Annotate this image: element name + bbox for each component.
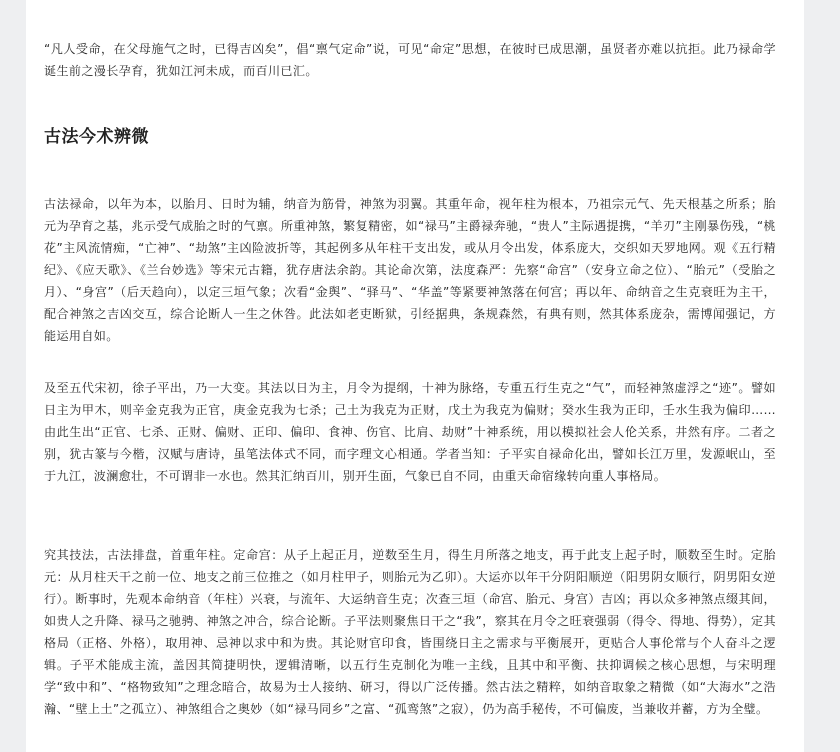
intro-paragraph: “凡人受命，在父母施气之时，已得吉凶矣”，倡“禀气定命”说，可见“命定”思想，在彼时已成思潮，虽贤者亦难以抗拒。此乃禄命学诞生前之漫长孕育，犹如江河未成，而百川已汇。 [44, 42, 776, 78]
body-paragraph-2: 及至五代宋初，徐子平出，乃一大变。其法以日为主，月令为提纲，十神为脉络，专重五行生克之“气”，而轻神煞虚浮之“迹”。譬如日主为甲木，则辛金克我为正官，庚金克我为七杀；己土为我克为正财，戊土为我克为偏财；癸水生我为正印，壬水生我为偏印……由此生出“正官、七杀、正财、偏财、正印、偏印、食神、伤官、比肩、劫财”十神系统，用以模拟社会人伦关系，井然有序。二者之别，犹古篆与今楷，汉赋与唐诗，虽笔法体式不同，而字理文心相通。学者当知：子平实自禄命化出，譬如长江万里，发源岷山，至于九江，波澜愈壮，不可谓非一水也。然其汇纳百川，别开生面，气象已自不同，由重天命宿缘转向重人事格局。 [44, 381, 776, 483]
body-paragraph-3: 究其技法，古法排盘，首重年柱。定命宫：从子上起正月，逆数至生月，得生月所落之地支，再于此支上起子时，顺数至生时。定胎元：从月柱天干之前一位、地支之前三位推之（如月柱甲子，则胎元为乙卯）。大运亦以年干分阴阳顺逆（阳男阴女顺行，阴男阳女逆行）。断事时，先观本命纳音（年柱）兴衰，与流年、大运纳音生克；次查三垣（命宫、胎元、身宫）吉凶；再以众多神煞点缀其间，如贵人之升降、禄马之驰骋、神煞之冲合，综合论断。子平法则聚焦日干之“我”，察其在月令之旺衰强弱（得令、得地、得势），定其格局（正格、外格），取用神、忌神以求中和为贵。其论财官印食，皆围绕日主之需求与平衡展开，更贴合人事伦常与个人奋斗之逻辑。子平术能成主流，盖因其简捷明快，逻辑清晰，以五行生克制化为唯一主线，且其中和平衡、扶抑调候之核心思想，与宋明理学“致中和”、“格物致知”之理念暗合，故易为士人接纳、研习，得以广泛传播。然古法之精粹，如纳音取象之精微（如“大海水”之浩瀚、“壁上土”之孤立）、神煞组合之奥妙（如“禄马同乡”之富、“孤鸾煞”之寂），仍为高手秘传，不可偏废，当兼收并蓄，方为全璧。 [44, 548, 776, 716]
section-heading: 古法今术辨微 [44, 127, 149, 147]
document-page [26, 0, 804, 752]
body-paragraph-1: 古法禄命，以年为本，以胎月、日时为辅，纳音为筋骨，神煞为羽翼。其重年命，视年柱为根本，乃祖宗元气、先天根基之所系；胎元为孕育之基，兆示受气成胎之时的气禀。所重神煞，繁复精密，如“禄马”主爵禄奔驰，“贵人”主际遇提携，“羊刃”主刚暴伤残，“桃花”主风流情痴，“亡神”、“劫煞”主凶险波折等，其起例多从年柱干支出发，或从月令出发，体系庞大，交织如天罗地网。观《五行精纪》、《应天歌》、《兰台妙选》等宋元古籍，犹存唐法余韵。其论命次第，法度森严：先察“命宫”（安身立命之位）、“胎元”（受胎之月）、“身宫”（后天趋向），以定三垣气象；次看“金舆”、“驿马”、“华盖”等紧要神煞落在何宫；再以年、命纳音之生克衰旺为主干，配合神煞之吉凶交互，综合论断人一生之休咎。此法如老吏断狱，引经据典，条规森然，有典有则，然其体系庞杂，需博闻强记，方能运用自如。 [44, 197, 776, 343]
